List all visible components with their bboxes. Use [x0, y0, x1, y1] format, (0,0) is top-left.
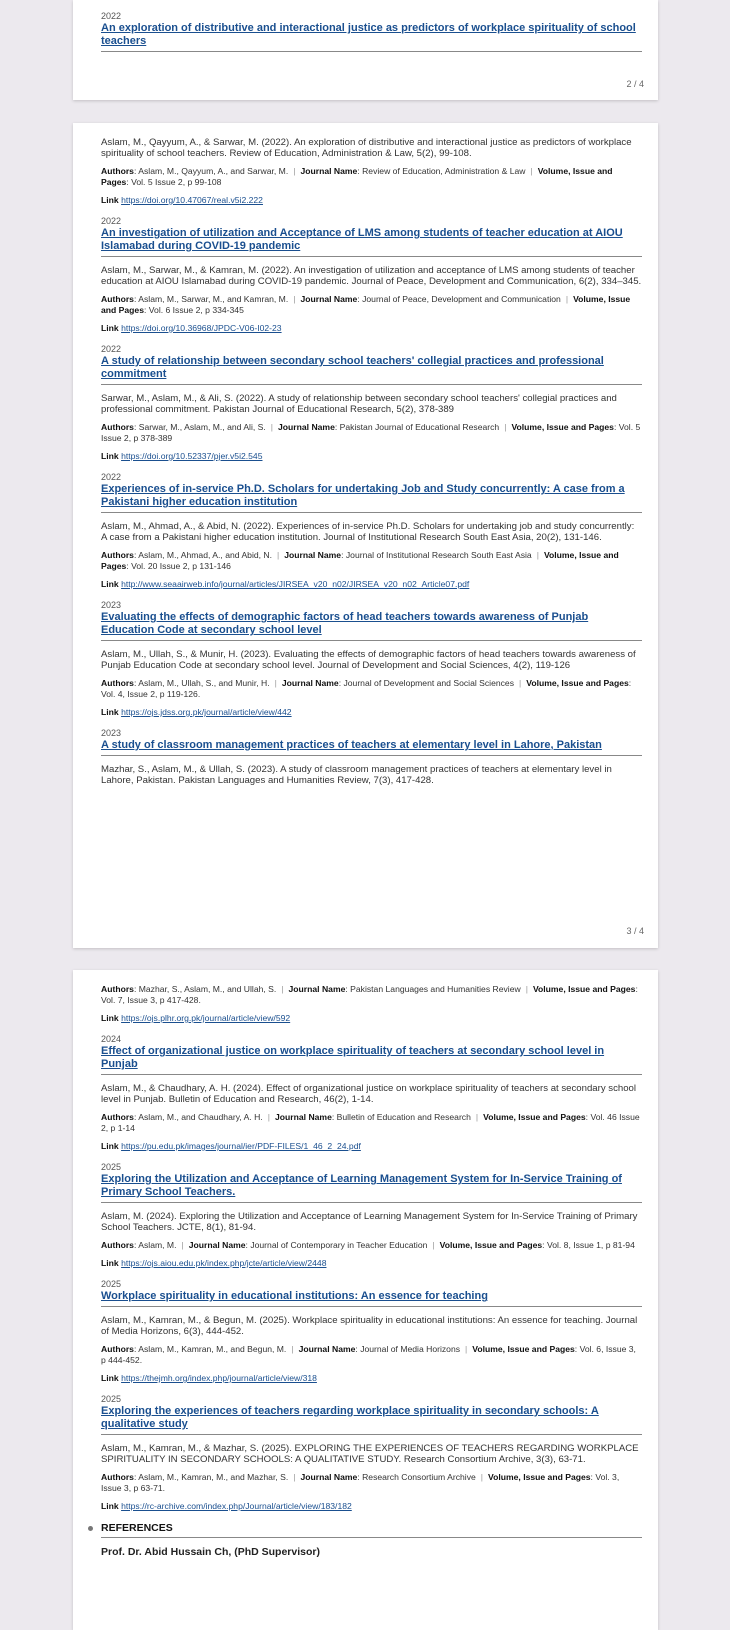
publication-meta: Authors: Sarwar, M., Aslam, M., and Ali, S. | Journal Name: Pakistan Journal of Educational Research | Volume, Issue and Pages: Vol. 5 Issue 2, p 378-389	[101, 422, 641, 443]
vip-value: Vol. 6 Issue 2, p 334-345	[148, 305, 244, 315]
separator: |	[480, 1472, 484, 1482]
publication-citation: Aslam, M. (2024). Exploring the Utilization and Acceptance of Learning Management System for In-Service Training of Primary School Teachers. JCTE, 8(1), 81-94.	[101, 1211, 638, 1233]
publication-meta: Authors: Aslam, M., Ahmad, A., and Abid, N. | Journal Name: Journal of Institutional Research South East Asia | Volume, Issue and Pages: Vol. 20 Issue 2, p 131-146	[101, 550, 619, 571]
page-4	[73, 970, 658, 1630]
doi-link[interactable]: https://ojs.aiou.edu.pk/index.php/jcte/article/view/2448	[121, 1258, 327, 1268]
publication-title-link[interactable]: Exploring the experiences of teachers regarding workplace spirituality in secondary schools: A qualitative study	[101, 1405, 642, 1435]
journal-value: Pakistan Journal of Educational Research	[339, 422, 500, 432]
publication-link-row	[101, 195, 642, 206]
publication-year: 2025	[101, 1394, 122, 1404]
separator: |	[270, 422, 274, 432]
publication-year: 2024	[101, 1034, 122, 1044]
journal-label: Journal Name	[284, 550, 342, 560]
page-3-content	[101, 137, 642, 796]
authors-value: Aslam, M., Ahmad, A., and Abid, N.	[138, 550, 273, 560]
link-label: Link	[101, 323, 119, 333]
separator: |	[519, 678, 522, 688]
publication-entry	[101, 216, 642, 334]
journal-label: Journal Name	[288, 984, 346, 994]
vip-value: Vol. 4, Issue 2, p 119-126.	[101, 689, 201, 699]
bullet-icon	[88, 1526, 93, 1531]
vip-value: Vol. 46 Issue 2, p 1-14	[101, 1112, 640, 1133]
separator: |	[475, 1112, 479, 1122]
journal-label: Journal Name	[188, 1240, 246, 1250]
journal-value: Journal of Institutional Research South East Asia	[345, 550, 532, 560]
separator: |	[293, 1472, 296, 1482]
publication-entry	[101, 1279, 642, 1384]
authors-value: Aslam, M., Sarwar, M., and Kamran, M.	[138, 294, 289, 304]
publication-title-link[interactable]: Workplace spirituality in educational institutions: An essence for teaching	[101, 1290, 642, 1307]
journal-value: Journal of Media Horizons	[360, 1344, 461, 1354]
doi-link[interactable]: https://rc-archive.com/index.php/Journal/article/view/183/182	[121, 1501, 352, 1511]
authors-value: Aslam, M.	[138, 1240, 177, 1250]
publication-entry	[101, 600, 642, 718]
doi-link[interactable]: https://doi.org/10.47067/real.v5i2.222	[121, 195, 263, 205]
link-label: Link	[101, 1501, 119, 1511]
journal-label: Journal Name	[298, 1344, 356, 1354]
publication-link-row	[101, 1258, 642, 1269]
authors-value: Aslam, M., Qayyum, A., and Sarwar, M.	[138, 166, 289, 176]
authors-label: Authors	[101, 550, 134, 560]
publication-meta: Authors: Aslam, M., Qayyum, A., and Sarwar, M. | Journal Name: Review of Education, Administration & Law | Volume, Issue and Pages: Vol. 5 Issue 2, p 99-108	[101, 166, 613, 187]
vip-label: Volume, Issue and Pages	[439, 1240, 543, 1250]
vip-value: Vol. 5 Issue 2, p 378-389	[101, 422, 641, 443]
vip-value: Vol. 5 Issue 2, p 99-108	[131, 177, 222, 187]
publication-year: 2025	[101, 1279, 122, 1289]
authors-label: Authors	[101, 166, 134, 176]
doi-link[interactable]: https://pu.edu.pk/images/journal/ier/PDF-FILES/1_46_2_24.pdf	[121, 1141, 361, 1151]
link-label: Link	[101, 579, 119, 589]
link-label: Link	[101, 451, 119, 461]
publication-citation: Sarwar, M., Aslam, M., & Ali, S. (2022). A study of relationship between secondary school teachers' collegial practices and professional commitment. Pakistan Journal of Educational Research, 5(2), 378-389	[101, 393, 617, 415]
authors-label: Authors	[101, 984, 134, 994]
authors-label: Authors	[101, 1112, 134, 1122]
publication-title-link[interactable]: A study of relationship between secondary school teachers' collegial practices and professional commitment	[101, 355, 642, 385]
publication-title-link[interactable]: Evaluating the effects of demographic factors of head teachers towards awareness of Punjab Education Code at secondary school level	[101, 611, 642, 641]
link-label: Link	[101, 707, 119, 717]
authors-value: Aslam, M., Kamran, M., and Mazhar, S.	[138, 1472, 289, 1482]
publication-citation: Mazhar, S., Aslam, M., & Ullah, S. (2023). A study of classroom management practices of teachers at elementary level in Lahore, Pakistan. Pakistan Languages and Humanities Review, 7(3), 417-428.	[101, 764, 612, 786]
publication-meta: Authors: Aslam, M., and Chaudhary, A. H. | Journal Name: Bulletin of Education and Research | Volume, Issue and Pages: Vol. 46 Issue 2, p 1-14	[101, 1112, 640, 1133]
authors-label: Authors	[101, 422, 134, 432]
authors-label: Authors	[101, 1344, 134, 1354]
publication-year: 2022	[101, 11, 122, 21]
link-label: Link	[101, 195, 119, 205]
vip-label: Volume, Issue and Pages	[511, 422, 614, 432]
authors-value: Aslam, M., Kamran, M., and Begun, M.	[138, 1344, 287, 1354]
journal-label: Journal Name	[275, 1112, 332, 1122]
page-number: 3 / 4	[626, 926, 644, 936]
separator: |	[291, 1344, 294, 1354]
publication-entry	[101, 344, 642, 462]
journal-value: Bulletin of Education and Research	[336, 1112, 471, 1122]
page-2	[73, 0, 658, 100]
journal-label: Journal Name	[300, 294, 358, 304]
vip-label: Volume, Issue and Pages	[472, 1344, 575, 1354]
publication-year: 2025	[101, 1162, 122, 1172]
separator: |	[274, 678, 277, 688]
publication-citation: Aslam, M., Ullah, S., & Munir, H. (2023). Evaluating the effects of demographic factors of head teachers towards awareness of Punjab Education Code at secondary school level. Journal of Development and Social Sciences, 4(2), 119-126	[101, 649, 636, 671]
supervisor-name: Prof. Dr. Abid Hussain Ch, (PhD Supervisor)	[101, 1546, 320, 1558]
journal-value: Journal of Peace, Development and Communication	[362, 294, 561, 304]
page-number: 2 / 4	[626, 79, 644, 89]
publication-meta: Authors: Aslam, M., Ullah, S., and Munir, H. | Journal Name: Journal of Development and Social Sciences | Volume, Issue and Pages: Vol. 4, Issue 2, p 119-126.	[101, 678, 632, 699]
doi-link[interactable]: https://doi.org/10.36968/JPDC-V06-I02-23	[121, 323, 282, 333]
doi-link[interactable]: http://www.seaairweb.info/journal/articles/JIRSEA_v20_n02/JIRSEA_v20_n02_Article07.pdf	[121, 579, 470, 589]
publication-title-link[interactable]: An exploration of distributive and interactional justice as predictors of workplace spirituality of school teachers	[101, 22, 642, 52]
publication-title-link[interactable]: Effect of organizational justice on workplace spirituality of teachers at secondary school level in Punjab	[101, 1045, 642, 1075]
separator: |	[465, 1344, 468, 1354]
publication-link-row	[101, 1013, 642, 1024]
publication-link-row	[101, 707, 642, 718]
publication-citation: Aslam, M., Kamran, M., & Mazhar, S. (2025). EXPLORING THE EXPERIENCES OF TEACHERS REGARDING WORKPLACE SPIRITUALITY IN SECONDARY SCHOOLS: A QUALITATIVE STUDY. Research Consortium Archive, 3(3), 63-71.	[101, 1443, 639, 1465]
journal-value: Journal of Development and Social Sciences	[343, 678, 515, 688]
journal-label: Journal Name	[281, 678, 339, 688]
publication-title-link[interactable]: An investigation of utilization and Acceptance of LMS among students of teacher education at AIOU Islamabad during COVID-19 pandemic	[101, 227, 642, 257]
publication-link-row	[101, 579, 642, 590]
link-label: Link	[101, 1258, 119, 1268]
page-2-content	[101, 11, 642, 62]
publication-entry	[101, 472, 642, 590]
page-4-content	[101, 984, 642, 1558]
page-3	[73, 123, 658, 948]
separator: |	[293, 166, 296, 176]
publication-title-link[interactable]: A study of classroom management practices of teachers at elementary level in Lahore, Pakistan	[101, 739, 642, 756]
authors-label: Authors	[101, 294, 134, 304]
authors-value: Mazhar, S., Aslam, M., and Ullah, S.	[138, 984, 277, 994]
publication-entry	[101, 11, 642, 52]
publication-entry	[101, 1394, 642, 1512]
separator: |	[432, 1240, 435, 1250]
journal-label: Journal Name	[300, 166, 358, 176]
vip-label: Volume, Issue and Pages	[526, 678, 629, 688]
publication-year: 2023	[101, 600, 122, 610]
link-label: Link	[101, 1141, 119, 1151]
link-label: Link	[101, 1373, 119, 1383]
publication-citation: Aslam, M., Qayyum, A., & Sarwar, M. (2022). An exploration of distributive and interactional justice as predictors of workplace spirituality of school teachers. Review of Education, Administration & Law, 5(2), 99-108.	[101, 137, 632, 159]
vip-label: Volume, Issue and Pages	[101, 166, 613, 187]
publication-year: 2022	[101, 344, 122, 354]
separator: |	[181, 1240, 184, 1250]
authors-value: Aslam, M., and Chaudhary, A. H.	[138, 1112, 263, 1122]
journal-value: Research Consortium Archive	[362, 1472, 476, 1482]
publication-entry	[101, 1162, 642, 1269]
publication-citation: Aslam, M., Ahmad, A., & Abid, N. (2022). Experiences of in-service Ph.D. Scholars for undertaking job and study concurrently: A case from a Pakistani higher education institution. Journal of Institutional Research South East Asia, 20(2), 131-146.	[101, 521, 635, 543]
publication-link-row	[101, 1501, 642, 1512]
vip-value: Vol. 6, Issue 3, p 444-452.	[101, 1344, 636, 1365]
publication-link-row	[101, 323, 642, 334]
publication-year: 2022	[101, 472, 122, 482]
publication-year: 2023	[101, 728, 122, 738]
vip-value: Vol. 7, Issue 3, p 417-428.	[101, 995, 201, 1005]
separator: |	[530, 166, 533, 176]
publication-entry	[101, 137, 642, 206]
vip-value: Vol. 20 Issue 2, p 131-146	[131, 561, 231, 571]
separator: |	[565, 294, 569, 304]
journal-value: Pakistan Languages and Humanities Review	[350, 984, 521, 994]
references-heading	[101, 1522, 642, 1538]
publication-meta: Authors: Aslam, M., Sarwar, M., and Kamran, M. | Journal Name: Journal of Peace, Development and Communication | Volume, Issue and Pages: Vol. 6 Issue 2, p 334-345	[101, 294, 631, 315]
separator: |	[267, 1112, 271, 1122]
doi-link[interactable]: https://doi.org/10.52337/pjer.v5i2.545	[121, 451, 263, 461]
publication-meta: Authors: Aslam, M., Kamran, M., and Begun, M. | Journal Name: Journal of Media Horizons | Volume, Issue and Pages: Vol. 6, Issue 3, p 444-452.	[101, 1344, 636, 1365]
publication-entry	[101, 1034, 642, 1152]
doi-link[interactable]: https://ojs.plhr.org.pk/journal/article/view/592	[121, 1013, 291, 1023]
journal-value: Journal of Contemporary in Teacher Education	[250, 1240, 428, 1250]
journal-value: Review of Education, Administration & Law	[362, 166, 526, 176]
publication-entry	[101, 728, 642, 786]
vip-value: Vol. 3, Issue 3, p 63-71.	[101, 1472, 620, 1493]
doi-link[interactable]: https://ojs.jdss.org.pk/journal/article/view/442	[121, 707, 292, 717]
vip-value: Vol. 8, Issue 1, p 81-94	[546, 1240, 635, 1250]
publication-year: 2022	[101, 216, 122, 226]
publication-link-row	[101, 451, 642, 462]
authors-value: Aslam, M., Ullah, S., and Munir, H.	[138, 678, 270, 688]
link-label: Link	[101, 1013, 119, 1023]
publication-citation: Aslam, M., Sarwar, M., & Kamran, M. (2022). An investigation of utilization and acceptance of LMS among students of teacher education at AIOU Islamabad during COVID-19 pandemic. Journal of Peace, Development and Communication, 6(2), 334–345.	[101, 265, 642, 287]
separator: |	[536, 550, 539, 560]
publication-entry	[101, 984, 642, 1024]
separator: |	[277, 550, 280, 560]
publication-meta: Authors: Mazhar, S., Aslam, M., and Ullah, S. | Journal Name: Pakistan Languages and Humanities Review | Volume, Issue and Pages: Vol. 7, Issue 3, p 417-428.	[101, 984, 638, 1005]
doi-link[interactable]: https://thejmh.org/index.php/journal/article/view/318	[121, 1373, 317, 1383]
vip-label: Volume, Issue and Pages	[101, 294, 631, 315]
separator: |	[293, 294, 296, 304]
journal-label: Journal Name	[278, 422, 335, 432]
publication-meta: Authors: Aslam, M. | Journal Name: Journal of Contemporary in Teacher Education | Volume, Issue and Pages: Vol. 8, Issue 1, p 81-94	[101, 1240, 635, 1250]
authors-value: Sarwar, M., Aslam, M., and Ali, S.	[138, 422, 266, 432]
publication-citation: Aslam, M., Kamran, M., & Begun, M. (2025). Workplace spirituality in educational institutions: An essence for teaching. Journal of Media Horizons, 6(3), 444-452.	[101, 1315, 638, 1337]
separator: |	[281, 984, 284, 994]
publication-title-link[interactable]: Experiences of in-service Ph.D. Scholars for undertaking Job and Study concurrently: A case from a Pakistani higher education institution	[101, 483, 642, 513]
publication-title-link[interactable]: Exploring the Utilization and Acceptance of Learning Management System for In-Service Training of Primary School Teachers.	[101, 1173, 642, 1203]
publication-link-row	[101, 1373, 642, 1384]
separator: |	[504, 422, 507, 432]
publication-meta: Authors: Aslam, M., Kamran, M., and Mazhar, S. | Journal Name: Research Consortium Archive | Volume, Issue and Pages: Vol. 3, Issue 3, p 63-71.	[101, 1472, 620, 1493]
separator: |	[525, 984, 528, 994]
vip-label: Volume, Issue and Pages	[101, 550, 619, 571]
vip-label: Volume, Issue and Pages	[488, 1472, 591, 1482]
publication-citation: Aslam, M., & Chaudhary, A. H. (2024). Effect of organizational justice on workplace spirituality of teachers at secondary school level in Punjab. Bulletin of Education and Research, 46(2), 1-14.	[101, 1083, 637, 1105]
vip-label: Volume, Issue and Pages	[532, 984, 636, 994]
authors-label: Authors	[101, 678, 134, 688]
references-heading-text: REFERENCES	[101, 1522, 173, 1534]
authors-label: Authors	[101, 1472, 134, 1482]
journal-label: Journal Name	[300, 1472, 358, 1482]
vip-label: Volume, Issue and Pages	[483, 1112, 586, 1122]
publication-link-row	[101, 1141, 642, 1152]
authors-label: Authors	[101, 1240, 134, 1250]
